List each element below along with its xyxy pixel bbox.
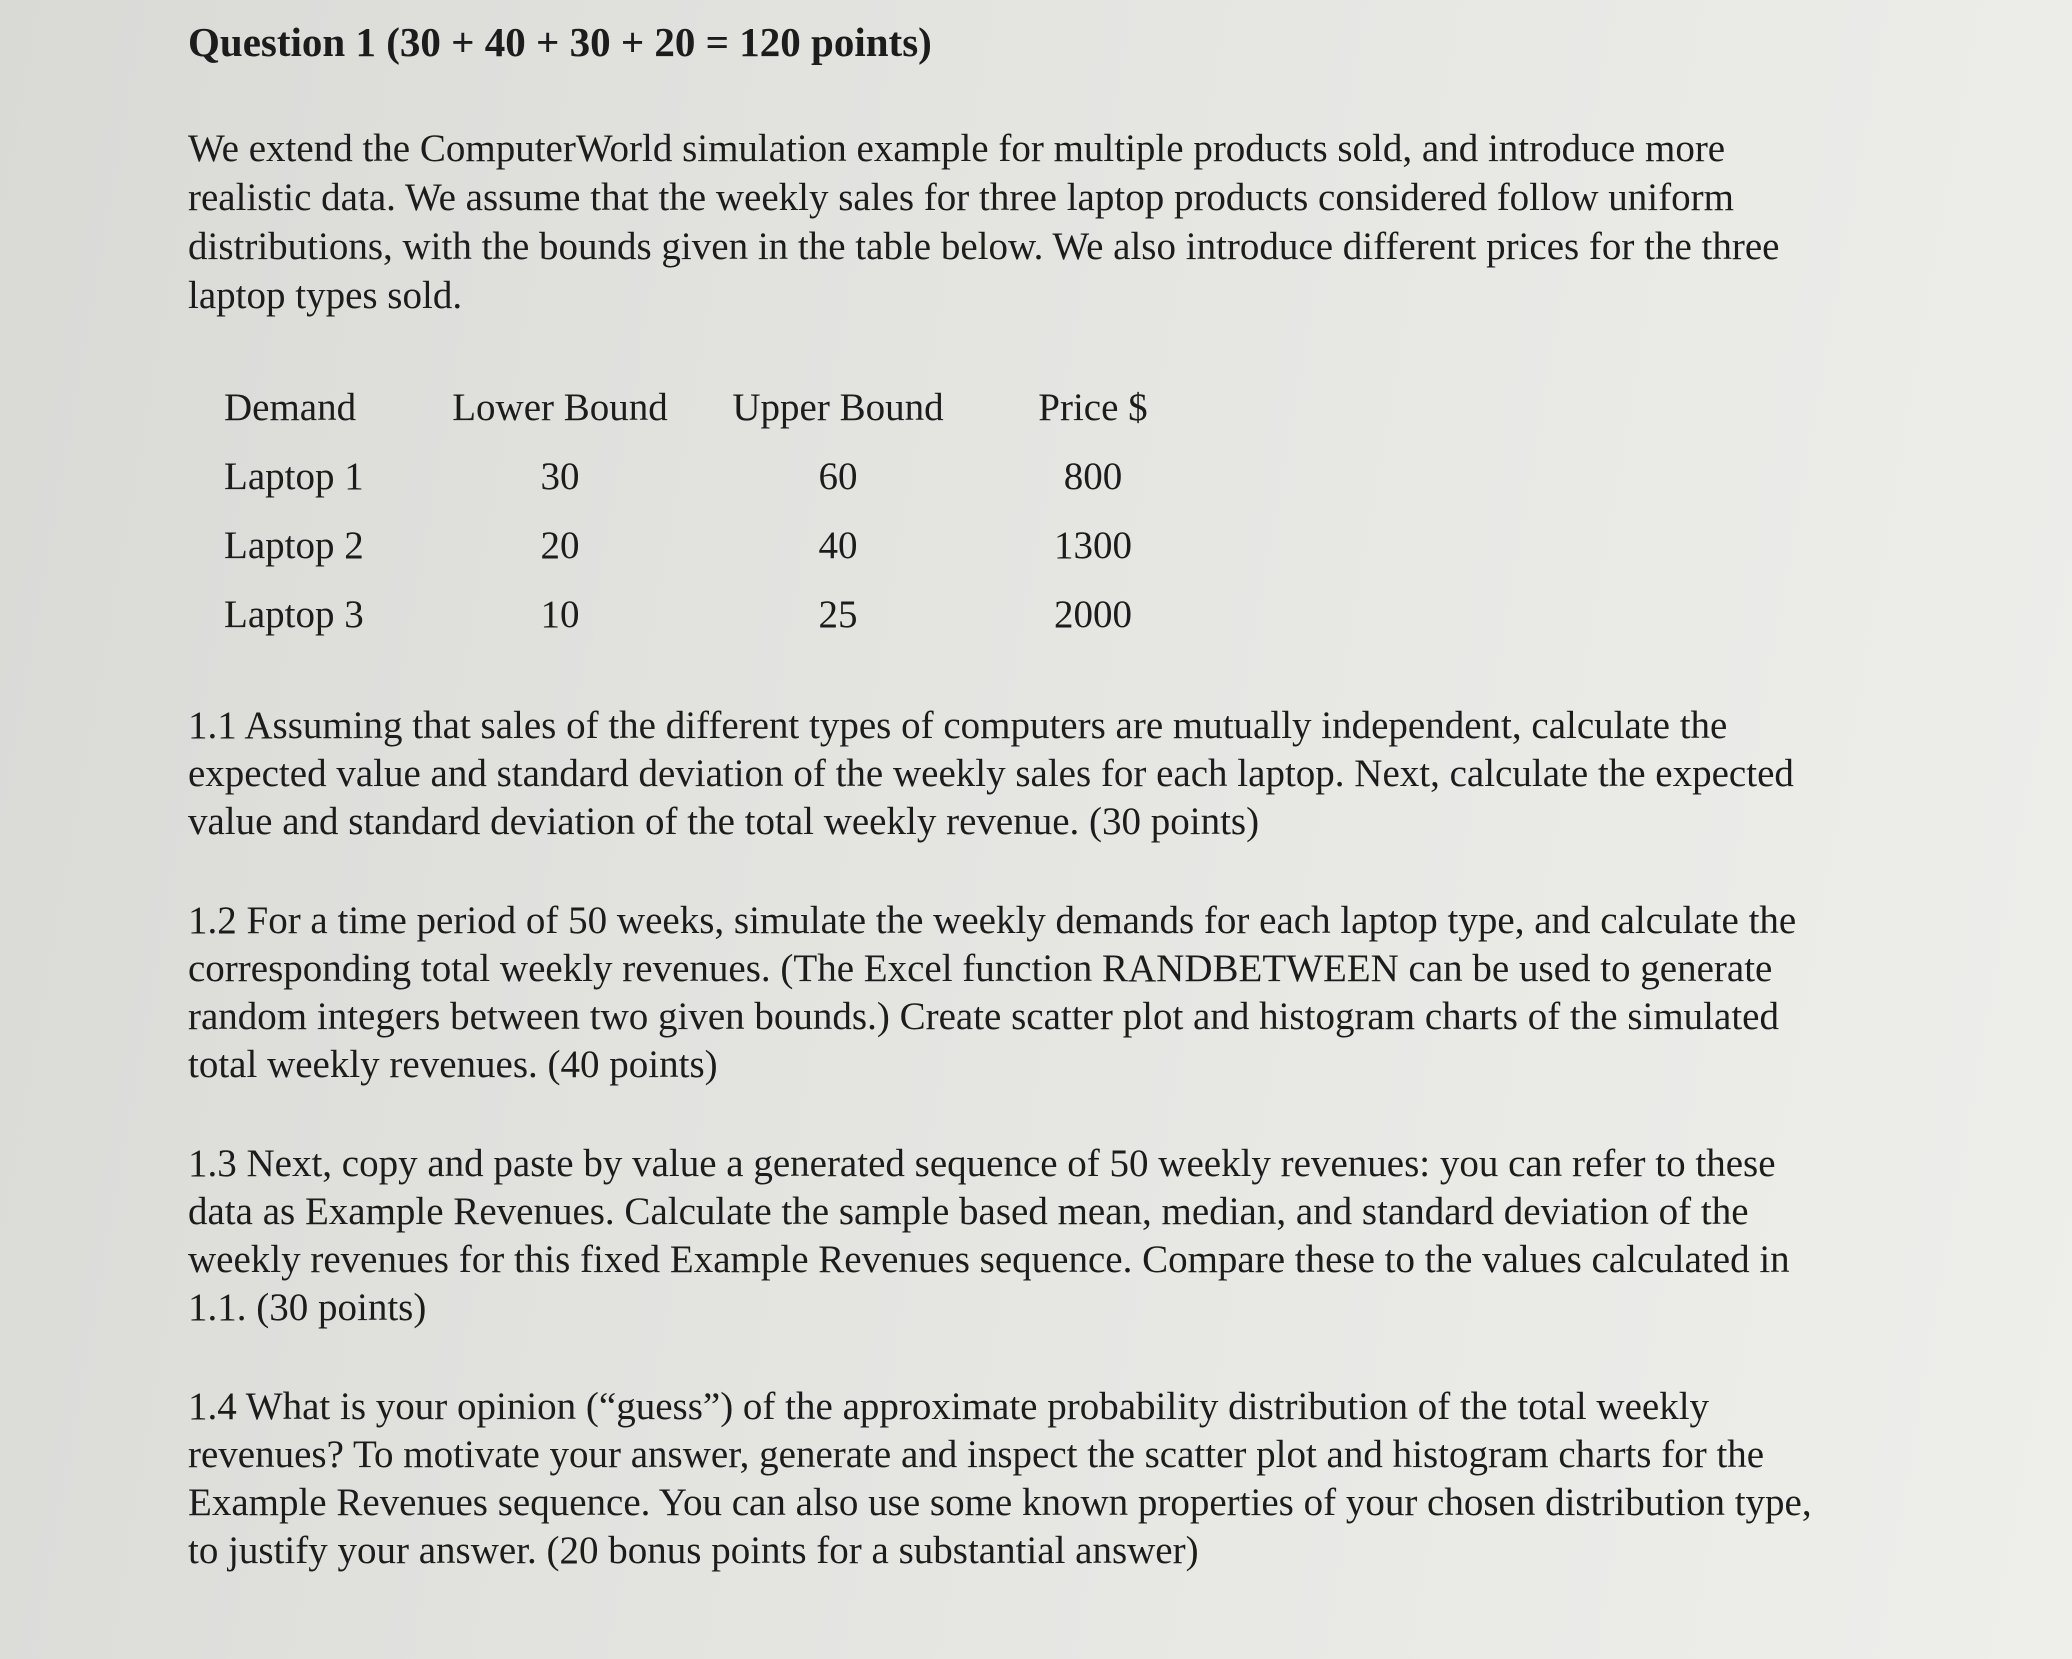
upper-bound-value: 60 — [818, 455, 858, 498]
question-parts — [188, 702, 1828, 1626]
lower-bound-value: 10 — [540, 593, 580, 636]
table-header-row — [224, 372, 1188, 442]
laptop-name: Laptop 2 — [224, 524, 364, 567]
question-heading: Question 1 (30 + 40 + 30 + 20 = 120 points) — [188, 19, 932, 65]
header-upper-bound: Upper Bound — [732, 385, 944, 429]
price-value: 800 — [1063, 455, 1123, 498]
part-1-3: 1.3 Next, copy and paste by value a generated sequence of 50 weekly revenues: you can refer to these data as Example Revenues. Calculate the sample based mean, median, and standard deviation of the weekly revenues for this fixed Example Revenues sequence. Compare these to the values calculated in 1.1. (30 points) — [188, 1142, 1790, 1329]
table-row — [224, 580, 1188, 649]
laptop-name: Laptop 3 — [224, 593, 364, 636]
part-1-2: 1.2 For a time period of 50 weeks, simulate the weekly demands for each laptop type, and calculate the corresponding total weekly revenues. (The Excel function RANDBETWEEN can be used to generate random integers between two given bounds.) Create scatter plot and histogram charts of the simulated total weekly revenues. (40 points) — [188, 899, 1797, 1086]
question-intro: We extend the ComputerWorld simulation example for multiple products sold, and introduce more realistic data. We assume that the weekly sales for three laptop products considered follow uniform distributions, with the bounds given in the table below. We also introduce different prices for the three laptop types sold. — [188, 127, 1780, 317]
price-value: 2000 — [1054, 593, 1132, 636]
price-value: 1300 — [1054, 524, 1132, 567]
upper-bound-value: 25 — [818, 593, 858, 636]
header-lower-bound: Lower Bound — [452, 385, 668, 429]
question-page — [188, 14, 1828, 1572]
part-1-1: 1.1 Assuming that sales of the different types of computers are mutually independent, calculate the expected value and standard deviation of the weekly sales for each laptop. Next, calculate the expected value and standard deviation of the total weekly revenue. (30 points) — [188, 704, 1794, 843]
table-row — [224, 442, 1188, 511]
header-price: Price $ — [1038, 385, 1148, 429]
lower-bound-value: 20 — [540, 524, 580, 567]
laptop-name: Laptop 1 — [224, 455, 364, 498]
upper-bound-value: 40 — [818, 524, 858, 567]
header-demand: Demand — [224, 385, 357, 429]
lower-bound-value: 30 — [540, 455, 580, 498]
table-row — [224, 511, 1188, 580]
demand-table — [224, 372, 1188, 649]
part-1-4: 1.4 What is your opinion (“guess”) of the approximate probability distribution of the total weekly revenues? To motivate your answer, generate and inspect the scatter plot and histogram charts for the Example Revenues sequence. You can also use some known properties of your chosen distribution type, to justify your answer. (20 bonus points for a substantial answer) — [188, 1385, 1812, 1572]
